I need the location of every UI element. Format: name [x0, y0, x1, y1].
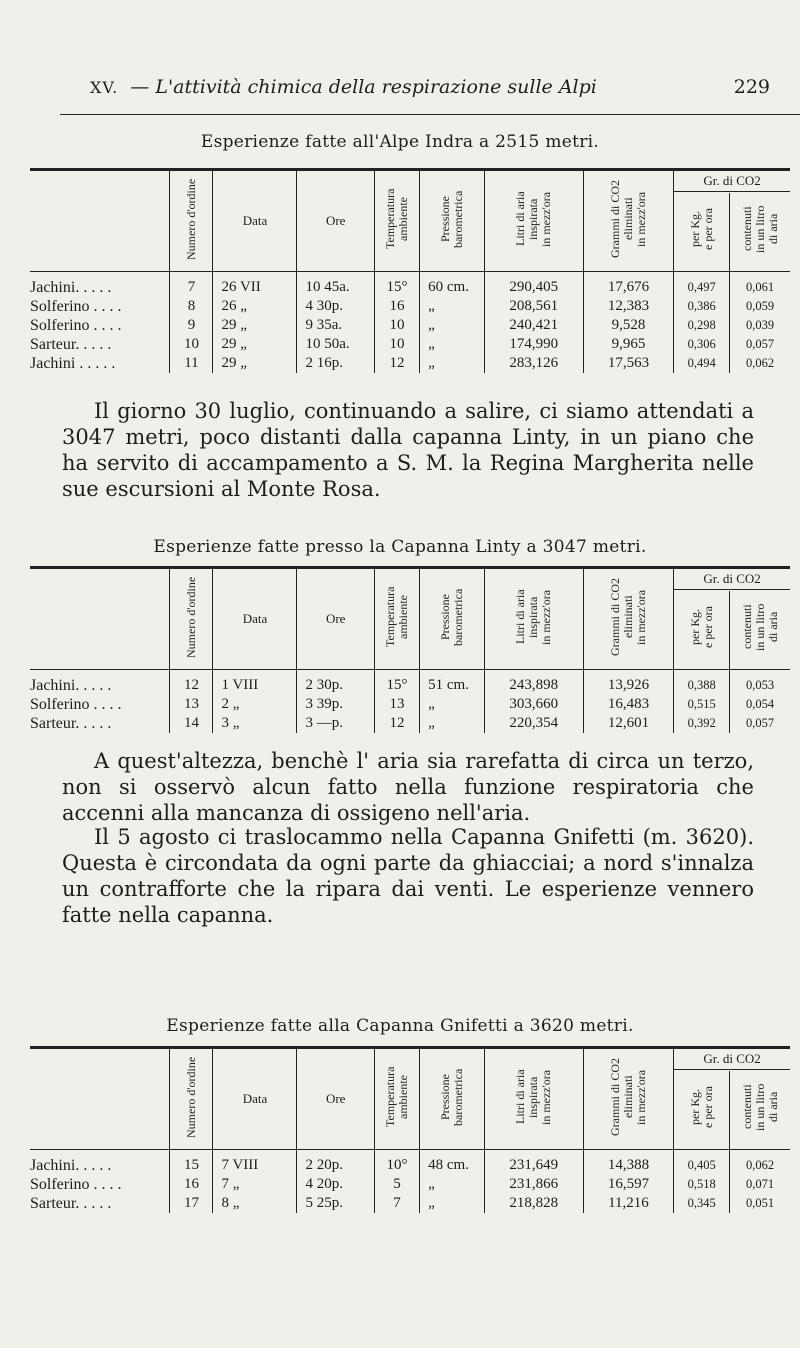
table-row: Jachini. . . . . 7 26 VII 10 45a. 15° 60 cm. 290,405 17,676 0,497 0,061: [30, 272, 790, 298]
table-row: Jachini. . . . . 15 7 VIII 2 20p. 10° 48 cm. 231,649 14,388 0,405 0,062: [30, 1150, 790, 1176]
table-row: Solferino . . . . 8 26 „ 4 30p. 16 „ 208,561 12,383 0,386 0,059: [30, 297, 790, 316]
running-header: [30, 76, 770, 106]
experiment-table-2: [30, 566, 790, 733]
col-group-co2: Gr. di CO2: [674, 569, 790, 590]
table-row: Solferino . . . . 13 2 „ 3 39p. 13 „ 303,660 16,483 0,515 0,054: [30, 695, 790, 714]
experiment-table-3: [30, 1046, 790, 1213]
col-group-co2: Gr. di CO2: [674, 1049, 790, 1070]
col-temperatura: Temperatura ambiente: [383, 1066, 411, 1128]
header-rule: [60, 114, 800, 115]
table-row: Sarteur. . . . . 10 29 „ 10 50a. 10 „ 174,990 9,965 0,306 0,057: [30, 335, 790, 354]
col-contenuti: contenuti in un litro di aria: [739, 603, 780, 651]
col-temperatura: Temperatura ambiente: [383, 188, 411, 250]
col-data: Data: [242, 611, 268, 626]
table-row: Sarteur. . . . . 14 3 „ 3 —p. 12 „ 220,354 12,601 0,392 0,057: [30, 714, 790, 733]
section-number: XV.: [90, 78, 119, 97]
col-per-kg: per Kg. e per ora: [687, 208, 715, 250]
col-ore: Ore: [325, 213, 346, 228]
col-pressione: Pressione barometrica: [437, 190, 465, 248]
paragraph-1: Il giorno 30 luglio, continuando a salire, ci siamo attendati a 3047 metri, poco distanti dalla capanna Linty, in un piano che ha servito di accampamento a S. M. la Regina Margherita nelle sue escursioni al Monte Rosa.: [62, 399, 754, 501]
col-contenuti: contenuti in un litro di aria: [739, 205, 780, 253]
page-number: 229: [733, 76, 770, 98]
col-data: Data: [242, 1091, 268, 1106]
col-litri: Litri di aria inspirata in mezz'ora: [513, 589, 554, 645]
table-caption-1: Esperienze fatte all'Alpe Indra a 2515 metri.: [200, 132, 600, 152]
col-per-kg: per Kg. e per ora: [687, 606, 715, 648]
col-grammi: Grammi di CO2 eliminati in mezz'ora: [607, 180, 648, 258]
col-litri: Litri di aria inspirata in mezz'ora: [513, 191, 554, 247]
col-grammi: Grammi di CO2 eliminati in mezz'ora: [607, 578, 648, 656]
col-pressione: Pressione barometrica: [437, 1068, 465, 1126]
col-contenuti: contenuti in un litro di aria: [739, 1083, 780, 1131]
table-row: Solferino . . . . 9 29 „ 9 35a. 10 „ 240,421 9,528 0,298 0,039: [30, 316, 790, 335]
col-numero: Numero d'ordine: [183, 576, 198, 658]
col-litri: Litri di aria inspirata in mezz'ora: [513, 1069, 554, 1125]
paragraph-3: Il 5 agosto ci traslocammo nella Capanna Gnifetti (m. 3620). Questa è circondata da ogni parte da ghiacciai; a nord s'innalza un contrafforte che la ripara dai venti. Le esperienze vennero fatte nella capanna.: [62, 825, 754, 927]
table-row: Jachini . . . . . 11 29 „ 2 16p. 12 „ 283,126 17,563 0,494 0,062: [30, 354, 790, 373]
col-numero: Numero d'ordine: [183, 1056, 198, 1138]
col-ore: Ore: [325, 1091, 346, 1106]
col-ore: Ore: [325, 611, 346, 626]
running-title: — L'attività chimica della respirazione sulle Alpi: [130, 76, 597, 98]
experiment-table-1: [30, 168, 790, 373]
col-grammi: Grammi di CO2 eliminati in mezz'ora: [607, 1058, 648, 1136]
table-caption-2: Esperienze fatte presso la Capanna Linty a 3047 metri.: [153, 537, 647, 557]
col-pressione: Pressione barometrica: [437, 588, 465, 646]
col-data: Data: [242, 213, 268, 228]
col-group-co2: Gr. di CO2: [674, 171, 790, 192]
col-per-kg: per Kg. e per ora: [687, 1086, 715, 1128]
table-row: Sarteur. . . . . 17 8 „ 5 25p. 7 „ 218,828 11,216 0,345 0,051: [30, 1194, 790, 1213]
table-caption-3: Esperienze fatte alla Capanna Gnifetti a 3620 metri.: [166, 1016, 634, 1036]
col-numero: Numero d'ordine: [183, 178, 198, 260]
table-row: Jachini. . . . . 12 1 VIII 2 30p. 15° 51 cm. 243,898 13,926 0,388 0,053: [30, 670, 790, 696]
paragraph-2: A quest'altezza, benchè l' aria sia rarefatta di circa un terzo, non si osservò alcun fatto nella funzione respiratoria che accenni alla mancanza di ossigeno nell'aria.: [62, 749, 754, 825]
table-row: Solferino . . . . 16 7 „ 4 20p. 5 „ 231,866 16,597 0,518 0,071: [30, 1175, 790, 1194]
col-temperatura: Temperatura ambiente: [383, 586, 411, 648]
